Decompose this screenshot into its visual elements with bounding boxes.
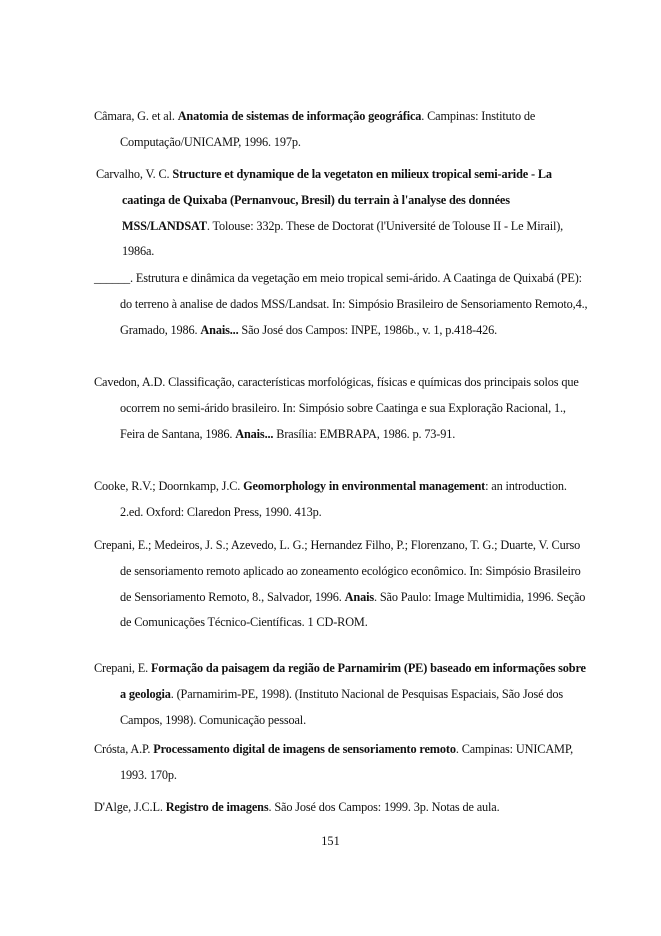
reference-entry: Crósta, A.P. Processamento digital de imagens de sensoriamento remoto. Campinas: UNICAMP, 1993. 170p. xyxy=(94,742,574,782)
reference-entry: Crepani, E.; Medeiros, J. S.; Azevedo, L. G.; Hernandez Filho, P.; Florenzano, T. G.; Duarte, V. Curso de sensoriamento remoto aplicado ao zoneamento ecológico econômico. In: Simpósio Brasileiro de Sensoriamento Remoto, 8., Salvador, 1996. Anais. São Paulo: Image Multimidia, 1996. Seção de Comunicações Técnico-Científicas. 1 CD-ROM. xyxy=(94,538,586,630)
reference-entry: ______. Estrutura e dinâmica da vegetação em meio tropical semi-árido. A Caatinga de Quixabá (PE): do terreno à analise de dados MSS/Landsat. In: Simpósio Brasileiro de Sensoriamento Remoto,4., Gramado, 1986. Anais... São José dos Campos: INPE, 1986b., v. 1, p.418-426. xyxy=(94,271,588,337)
page-number: 151 xyxy=(321,834,340,848)
reference-entry: Cavedon, A.D. Classificação, características morfológicas, físicas e químicas dos principais solos que ocorrem no semi-árido brasileiro. In: Simpósio sobre Caatinga e sua Exploração Racional, 1., Feira de Santana, 1986. Anais... Brasília: EMBRAPA, 1986. p. 73-91. xyxy=(94,375,579,441)
reference-entry: Crepani, E. Formação da paisagem da região de Parnamirim (PE) baseado em informações sobre a geologia. (Parnamirim-PE, 1998). (Instituto Nacional de Pesquisas Espaciais, São José dos Campos, 1998). Comunicação pessoal. xyxy=(94,661,586,727)
reference-entry: Câmara, G. et al. Anatomia de sistemas de informação geográfica. Campinas: Instituto de Computação/UNICAMP, 1996. 197p. xyxy=(94,109,536,149)
reference-entry: Carvalho, V. C. Structure et dynamique de la vegetaton en milieux tropical semi-aride - La caatinga de Quixaba (Pernanvouc, Bresil) du terrain à l'analyse des données MSS/LANDSAT. Tolouse: 332p. These de Doctorat (l'Université de Tolouse II - Le Mirail), 1986a. xyxy=(96,167,564,259)
reference-entry: Cooke, R.V.; Doornkamp, J.C. Geomorphology in environmental management: an introduction. 2.ed. Oxford: Claredon Press, 1990. 413p. xyxy=(94,479,567,519)
reference-entry: D'Alge, J.C.L. Registro de imagens. São José dos Campos: 1999. 3p. Notas de aula. xyxy=(94,800,500,814)
